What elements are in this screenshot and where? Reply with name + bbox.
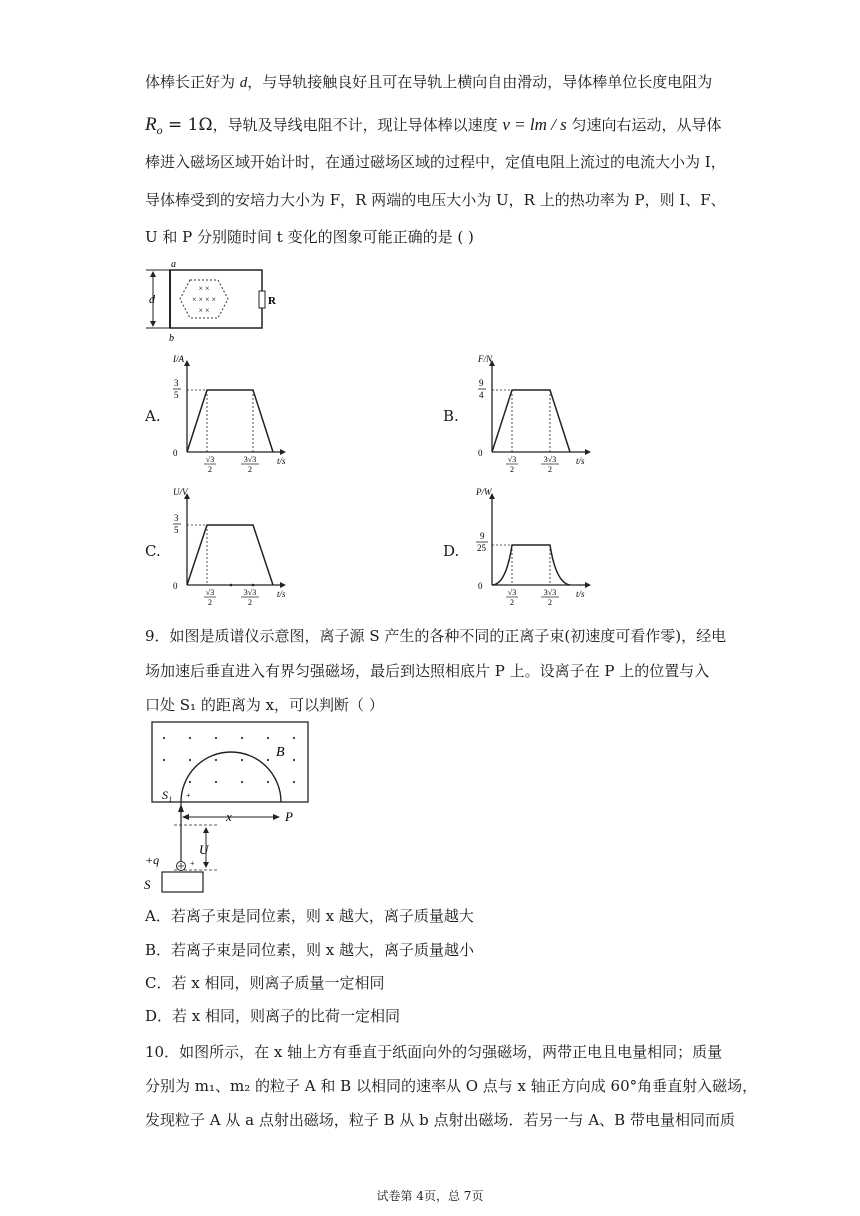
- x-axis-arrow: [280, 582, 286, 588]
- x-tick-1-num: √3: [205, 455, 215, 464]
- origin-label: 0: [478, 448, 483, 458]
- y-axis-label: P/W: [476, 487, 492, 497]
- x-tick-1-den: 2: [208, 465, 212, 474]
- y-tick-denominator: 5: [174, 525, 179, 535]
- ion-source-box: [162, 872, 203, 892]
- origin-label: 0: [478, 581, 483, 591]
- mass-spectrometer-figure: [140, 718, 320, 898]
- graph-b: [470, 352, 610, 474]
- origin-label: 0: [173, 448, 178, 458]
- circuit-figure: [140, 258, 275, 346]
- x-tick-1-den: 2: [208, 598, 212, 607]
- y-axis-arrow: [184, 360, 190, 366]
- plus-small-2: +: [190, 859, 195, 868]
- x-axis-label: t/s: [277, 456, 286, 466]
- label-a: a: [171, 259, 176, 270]
- dim-arrowhead-up: [150, 271, 156, 277]
- plot-line: [187, 525, 273, 585]
- label-d: d: [149, 292, 155, 306]
- y-axis-label: I/A: [173, 354, 184, 364]
- field-x-row-1: × ×: [198, 284, 210, 293]
- magnetic-field-box: [152, 722, 308, 802]
- x-tick-2-den: 2: [548, 465, 552, 474]
- y-axis-label: F/N: [478, 354, 493, 364]
- plus-small: +: [186, 791, 191, 800]
- x-tick-2-num: 3√3: [543, 455, 557, 464]
- option-b-letter: B.: [443, 407, 459, 425]
- plot-line: [187, 390, 273, 452]
- label-B: B: [276, 745, 285, 760]
- x-tick-2-num: 3√3: [243, 588, 257, 597]
- q8-line-5: U 和 P 分别随时间 t 变化的图象可能正确的是 ( ): [145, 228, 474, 246]
- page-footer: 试卷第 4页，总 7页: [376, 1189, 484, 1203]
- x-axis-arrow: [280, 449, 286, 455]
- y-tick-numerator: 9: [480, 531, 485, 541]
- x-tick-1-num: √3: [507, 588, 517, 597]
- y-tick-numerator: 3: [174, 513, 179, 523]
- label-q: +q: [145, 853, 160, 867]
- x-tick-2-den: 2: [548, 598, 552, 607]
- y-tick-denominator: 5: [174, 390, 179, 400]
- x-tick-1-num: √3: [205, 588, 215, 597]
- label-S: S: [144, 877, 151, 892]
- graph-a: [165, 352, 305, 474]
- q9-line-1: 9．如图是质谱仪示意图，离子源 S 产生的各种不同的正离子束(初速度可看作零)，经电: [145, 627, 727, 645]
- x-tick-1-den: 2: [510, 465, 514, 474]
- field-dots: [163, 737, 295, 783]
- q8-line-2: $R_o = 1\Omega$，导轨及导线电阻不计，现让导体棒以速度 v = lm / s 匀速向右运动，从导体: [145, 114, 722, 137]
- plot-curve: [492, 545, 570, 585]
- x-axis-label: t/s: [576, 456, 585, 466]
- q9-line-3: 口处 S₁ 的距离为 x，可以判断（ ）: [145, 696, 384, 714]
- resistor: [259, 291, 265, 308]
- y-tick-denominator: 4: [479, 390, 484, 400]
- field-x-row-2: × × × ×: [191, 295, 217, 304]
- x-axis-arrow: [585, 449, 591, 455]
- x-tick-1-den: 2: [510, 598, 514, 607]
- q9-line-2: 场加速后垂直进入有界匀强磁场，最后到达照相底片 P 上。设离子在 P 上的位置与入: [145, 662, 710, 680]
- q9-option-d: D．若 x 相同，则离子的比荷一定相同: [145, 1007, 401, 1025]
- q10-line-3: 发现粒子 A 从 a 点射出磁场，粒子 B 从 b 点射出磁场．若另一与 A、B 带电量相同而质: [145, 1111, 735, 1129]
- label-x: x: [226, 809, 232, 824]
- q9-option-b: B．若离子束是同位素，则 x 越大，离子质量越小: [145, 941, 475, 959]
- option-d-letter: D.: [443, 542, 460, 560]
- graph-d: [470, 485, 610, 607]
- ion-trajectory: [181, 752, 281, 802]
- y-tick-denominator: 25: [477, 543, 486, 553]
- label-S1: S₁: [162, 788, 173, 802]
- label-P: P: [285, 809, 293, 824]
- q8-line-1: 体棒长正好为 d，与导轨接触良好且可在导轨上横向自由滑动，导体棒单位长度电阻为: [145, 73, 713, 91]
- y-tick-numerator: 3: [174, 378, 179, 388]
- option-a-letter: A.: [145, 407, 161, 425]
- x-axis-arrow: [585, 582, 591, 588]
- y-tick-numerator: 9: [479, 378, 484, 388]
- x-tick-2-num: 3√3: [543, 588, 557, 597]
- q10-line-1: 10．如图所示，在 x 轴上方有垂直于纸面向外的匀强磁场，两带正电且电量相同；质量: [145, 1043, 723, 1061]
- label-R: R: [268, 295, 276, 307]
- graph-c: [165, 485, 305, 607]
- field-x-row-3: × ×: [198, 306, 210, 315]
- x-axis-label: t/s: [277, 589, 286, 599]
- q8-line-3: 棒进入磁场区域开始计时，在通过磁场区域的过程中，定值电阻上流过的电流大小为 I，: [145, 153, 726, 171]
- x-tick-2-den: 2: [248, 598, 252, 607]
- dim-arrowhead-down: [150, 321, 156, 327]
- plot-line: [492, 390, 570, 452]
- q9-option-c: C．若 x 相同，则离子质量一定相同: [145, 974, 385, 992]
- x-tick-2-num: 3√3: [243, 455, 257, 464]
- origin-label: 0: [173, 581, 178, 591]
- x-axis-label: t/s: [576, 589, 585, 599]
- q10-line-2: 分别为 m₁、m₂ 的粒子 A 和 B 以相同的速率从 O 点与 x 轴正方向成 60°角垂直射入磁场，: [145, 1077, 758, 1095]
- label-b: b: [169, 333, 174, 344]
- label-U: U: [199, 842, 209, 857]
- option-c-letter: C.: [145, 542, 161, 560]
- q9-option-a: A．若离子束是同位素，则 x 越大，离子质量越大: [145, 907, 474, 925]
- y-axis-label: U/V: [173, 487, 188, 497]
- x-tick-2-den: 2: [248, 465, 252, 474]
- q8-line-4: 导体棒受到的安培力大小为 F，R 两端的电压大小为 U，R 上的热功率为 P，则 I、F、: [145, 191, 726, 209]
- x-tick-1-num: √3: [507, 455, 517, 464]
